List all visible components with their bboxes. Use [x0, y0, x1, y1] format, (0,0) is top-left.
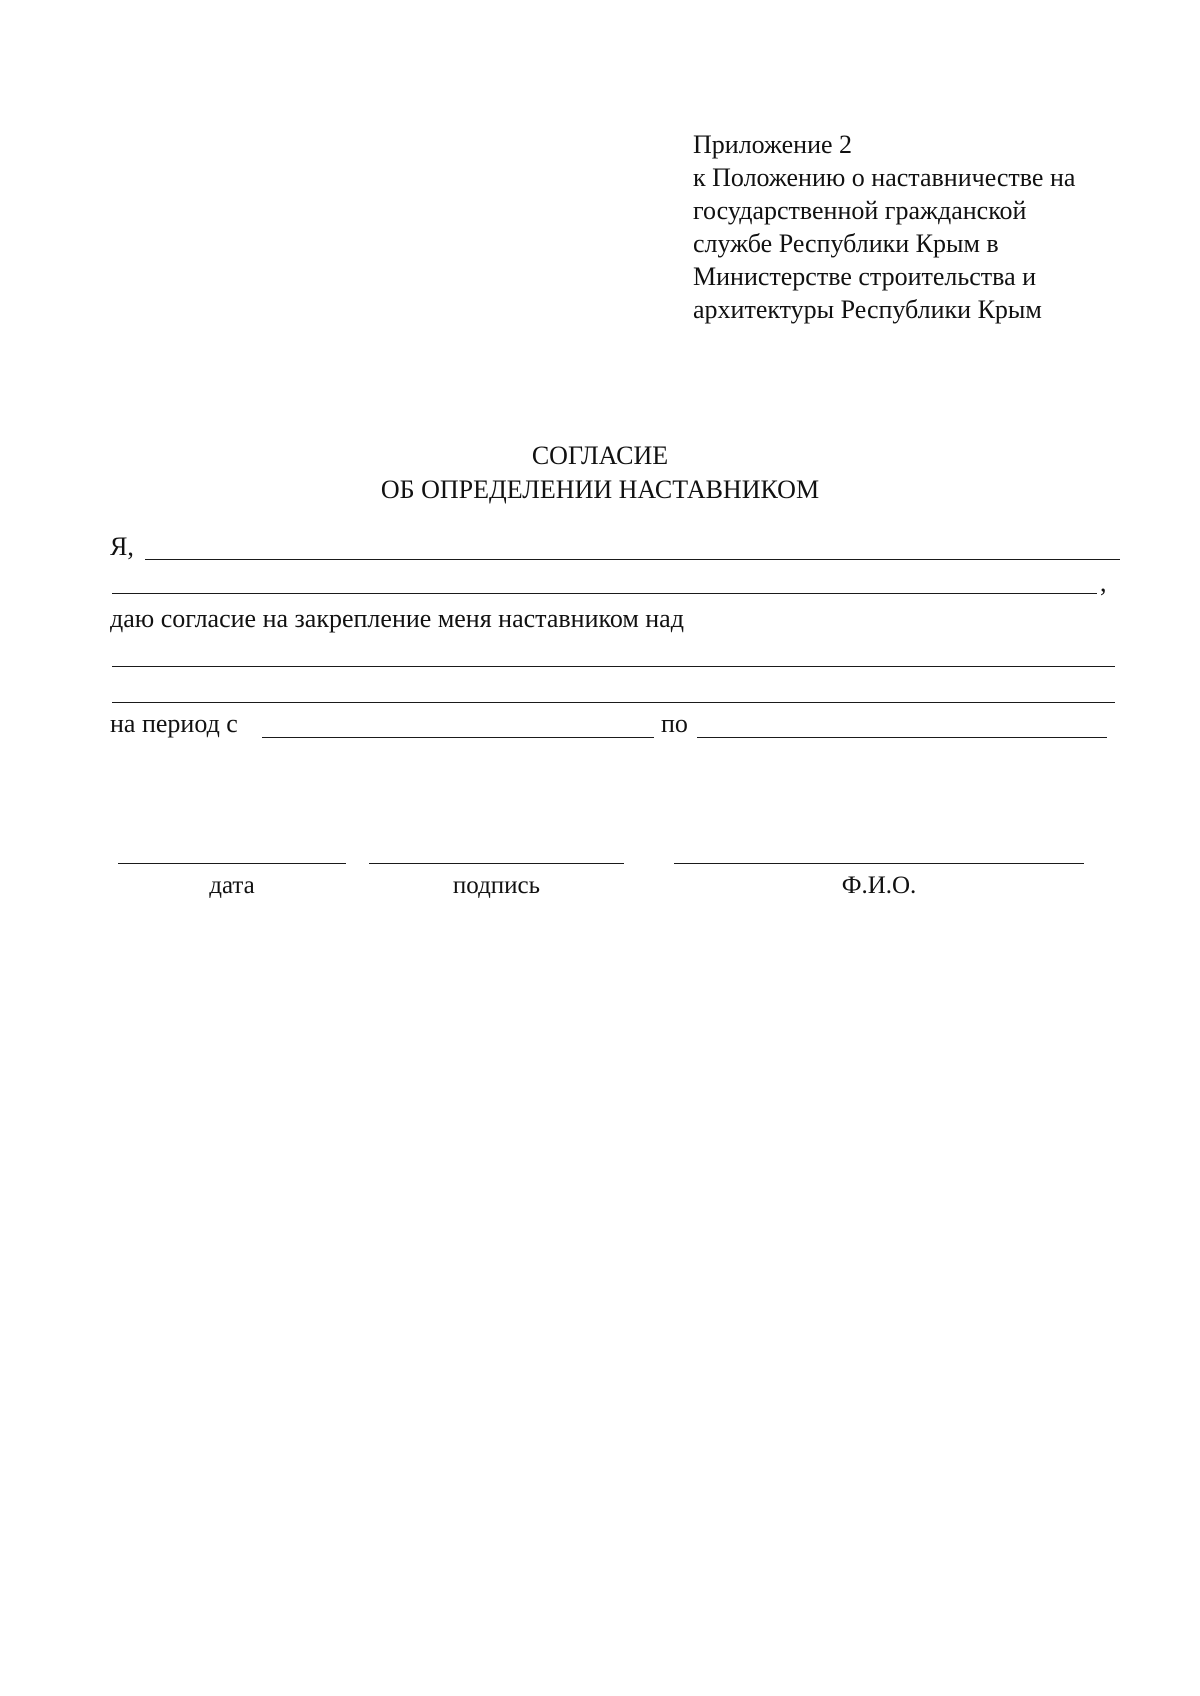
- comma: ,: [1100, 568, 1107, 597]
- document-title: СОГЛАСИЕ: [531, 441, 669, 470]
- date-caption: дата: [209, 872, 255, 899]
- fio-line[interactable]: [674, 863, 1084, 864]
- fullname-line[interactable]: [145, 559, 1120, 560]
- period-from-line[interactable]: [262, 737, 654, 738]
- consent-text: даю согласие на закрепление меня наставником над: [110, 604, 684, 633]
- appendix-line: службе Республики Крым в: [693, 229, 999, 258]
- appendix-line: государственной гражданской: [693, 196, 1027, 225]
- appendix-block: [693, 128, 1153, 326]
- appendix-line: Министерстве строительства и: [693, 262, 1037, 291]
- fio-caption: Ф.И.О.: [841, 872, 917, 899]
- appendix-line: Приложение 2: [693, 130, 853, 159]
- document-subtitle: ОБ ОПРЕДЕЛЕНИИ НАСТАВНИКОМ: [380, 475, 820, 504]
- position-line[interactable]: [112, 593, 1097, 594]
- mentee-line-1[interactable]: [112, 666, 1115, 667]
- ya-label: Я,: [110, 532, 134, 561]
- date-line[interactable]: [118, 863, 346, 864]
- appendix-line: архитектуры Республики Крым: [693, 295, 1042, 324]
- period-to-line[interactable]: [697, 737, 1107, 738]
- period-to-label: по: [661, 709, 688, 738]
- appendix-line: к Положению о наставничестве на: [693, 163, 1076, 192]
- signature-caption: подпись: [452, 872, 541, 899]
- signature-line[interactable]: [369, 863, 624, 864]
- mentee-line-2[interactable]: [112, 702, 1115, 703]
- period-from-label: на период с: [110, 709, 238, 738]
